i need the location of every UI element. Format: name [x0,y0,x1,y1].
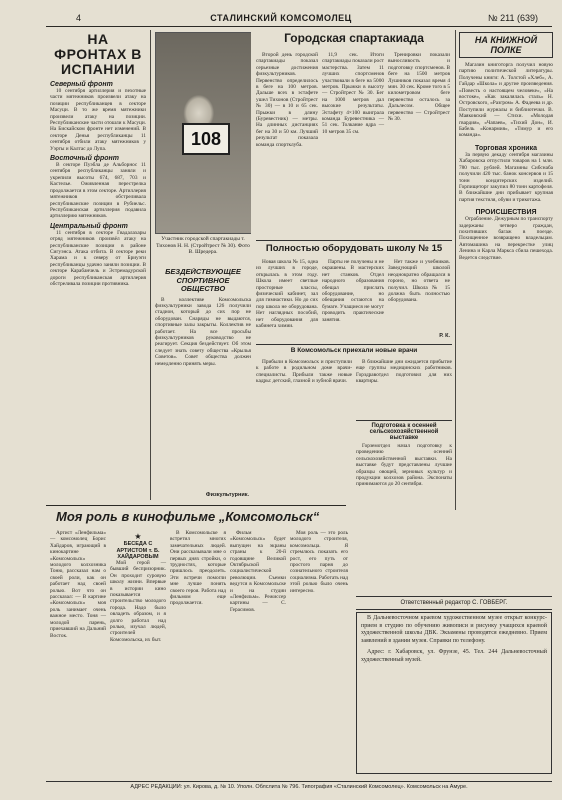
star-icon: ★ [134,532,142,541]
film-col-1: Артист «Ленфильма» — комсомолец Борис Хайдаров, играющий в кинокартине «Комсомольск» молодого колхозника Тоню, рассказал нам о своей роли, как он работает над своей ролью. Вот что он рассказал: — В картине «Комсомольск» моя роль занимает очень важное место. Тоня — молодой парень, приехавший на Дальний Восток. [50,530,106,639]
doctors-col-2: В ближайшие дни ожидается прибытие еще группы медицинских работников. Горздравотдел подготовил для них квартиры. [356,359,452,385]
editor-name: Ответственный редактор С. ГОВБЕРГ. [400,600,508,606]
footer-address: АДРЕС РЕДАКЦИИ: ул. Кирова, д. № 10. Уполн. Облслита № 796. Типография «Сталинский Комсомолец». Комсомольск на Амуре. [46,781,552,792]
sport-society-article [155,268,251,500]
interview-heading-box [110,532,166,561]
art-school-notice [356,612,552,774]
column-rule [455,30,456,510]
school-col-2: Парты не получены и не окрашены. В мастерских нет станков. Отдел народного образования обещал прислать оборудование, но обещания остаются на бумаге. Учащиеся не могут проводить практические занятия. [322,259,384,323]
film-title: Моя роль в кинофильме „Комсомольск“ [56,510,320,524]
newspaper-name: СТАЛИНСКИЙ КОМСОМОЛЕЦ [210,13,352,23]
page-number: 4 [76,13,82,23]
art-school-text: В Дальневосточном краевом художественном музее открыт конкурс-прием в студию по обучению живописи и рисунку учащихся краевой художественной школы ДВК. Экзамены проводятся ежедневно. Прием заявлений в здании музея. Справки по телефону. [361,615,547,644]
book-shelf-text: Магазин книготорга получил новую партию политической литературы. Получены книги: А. Толстой «Хлеб», А. Гайдар «Школа» и другие произведения. «Повесть о настоящем человеке», «На востоке», «Как закалялась сталь» Н. Островского, «Разгром» А. Фадеева и др. Поступили журналы и библиотечки. В. Маяковский — Стихи. «Молодая гвардия», «Чапаев», «Тихий Дон», И. Бабель «Конармия», «Тимур и его команда». [459,62,553,139]
spain-title: НА ФРОНТАХ В ИСПАНИИ [54,32,142,77]
exhibition-text: Горземотдел начал подготовку к проведению осенней сельскохозяйственной выставки. На выставке будут представлены лучшие образцы овощей, зерновых культур и продукции колхозов района. Экспонаты принимаются до 20 сентября. [356,443,452,488]
exhibition-article [356,420,452,511]
school-signature: Р. К. [439,333,450,339]
doctors-col-1: Прибыли в Комсомольск и приступили к работе в родильном доме врачи-специалисты. Прибыли также новые кадры: детский, глазной и зубной врачи. [256,359,352,385]
east-front-heading: Восточный фронт [50,155,119,163]
north-front-text: 10 сентября артиллерия и пехотные части мятежников произвели атаку на позиции республиканцев в секторе Масуци. В то же время мятежники произвели атаку на позиции. Республиканские части отошли к Масуци. На Бискайском фронте нет изменений. В секторе Денья республиканцы 11 сентября отбили атаку мятежников у Уэрты и Калтас до Лупа. [50,88,146,152]
spartakiad-col-1: Второй день городской спартакиады показал серьезные достижения физкультурников. Первенство определилось в беге на 100 метров. Дальше всех в эстафете ушел Тихонов (Стройтрест № 30) — в 10 и 65 сек. Прыжки в длину (Буревестник) — метры. На длинных дистанциях бег на 30 и 50 км. Лучший результат показала команда спортклуба. [256,52,318,148]
column-rule [150,30,151,500]
east-front-text: В секторе Пуэбла де Альборнос 11 сентября республиканцы заняли и укрепили высоты 674, 687, 703 и Кастелье. Оживленная перестрелка продолжается в этом секторе. Артиллерия мятежников обстреливала республиканские позиции в Рубиельс. Республиканская артиллерия подавила артиллерию мятежников. [50,162,146,220]
film-col-4: Фильм «Комсомольск» будет выпущен на экраны страны к 20-й годовщине Великой Октябрьской социалистической революции. Съемки ведутся в Комсомольске и на студии «Ленфильм». Режиссер картины — С. Герасимов. [230,530,286,613]
sport-society-title: БЕЗДЕЙСТВУЮЩЕЕ СПОРТИВНОЕ ОБЩЕСТВО [165,268,241,293]
north-front-heading: Северный фронт [50,81,113,88]
trade-chronicle-heading: Торговая хроника [475,144,537,152]
film-col-3: В Комсомольске я встретил многих замечательных людей. Они рассказывали мне о первых днях стройки, о трудностях, которые пришлось преодолеть. Эти встречи помогли мне лучше понять своего героя. Работа над фильмом еще продолжается. [170,530,226,607]
art-school-address: Адрес: г. Хабаровск, ул. Фрунзе, 45. Тел. 244 Дальневосточный художественный музей. [361,649,547,663]
school-article [256,240,452,341]
film-col-2: Мой герой — бывший беспризорник. Он проходит суровую школу жизни. Впервые в истории кино показывается строительство молодого города. Надо было овладеть образом, и я долго работал над ролью, изучал людей, строителей Комсомольска, их быт. [110,560,166,643]
school-col-3: Нет также и учебников. Заведующий школой неоднократно обращался в гороно, но ответа не получил. Школа № 15 должна быть полностью оборудована. [388,259,450,304]
sport-society-text: В коллективе Комсомольска физкультурники завода 126 получили стадион, который до сих пор не оборудован. Снаряды не выдаются, спортивные залы закрыты. Коллектив не работает. На все просьбы физкультурников руководство не реагирует. Секция бездействует. Об этом следует знать совету общества «Крылья Советов». Совет общества должен немедленно принять меры. [155,296,251,367]
interview-heading: БЕСЕДА С АРТИСТОМ т. Б. ХАЙДАРОВЫМ [116,541,160,560]
athlete-photo [155,32,251,234]
spartakiad-title: Городская спартакиада [284,32,424,45]
school-title: Полностью оборудовать школу № 15 [265,243,443,254]
school-col-1: Новая школа № 15, одна из лучших в городе, открылась в этом году. Школа имеет светлые просторные классы, физический кабинет, зал для гимнастики. Но до сих пор школа не оборудована. Нет наглядных пособий, нет оборудования для кабинета химии. [256,259,318,330]
issue-number: № 211 (639) [487,13,538,23]
film-article [50,510,350,780]
film-top-rule [46,505,346,506]
spain-article [50,32,146,500]
spartakiad-photo-block [155,32,251,264]
center-front-text: 11 сентября в секторе Гвадалахары отряд мятежников произвёл атаку на республиканские позиции в районе Сигуэнса. Атака отбита. В секторе реки Харама и к северу от Бриуэги республиканцы удачно заняли позиции. В секторе Карабанчель и Эстремадурской дороги республиканская артиллерия обстреливала позиции противника. [50,229,146,287]
right-column [459,32,553,512]
exhibition-title: Подготовка к осенней сельскохозяйственной выставке [369,423,439,441]
trade-chronicle-text: За первую декаду сентября магазины Хабаровска отпустили товаров на 1 млн. 780 тыс. рублей. Магазины Сибснаба получили 420 тыс. банок консервов и 15 тонн кондитерских изделий. Горпищеторг закупил 80 тонн картофеля. В ближайшие дни прибывает крупная партия текстиля, обуви и трикотажа. [459,151,553,203]
spartakiad-article [256,32,452,232]
doctors-article [256,344,452,420]
header-rule [46,26,552,27]
incidents-text: Ограбление. Дежурным по транспорту задержаны четверо граждан, похитивших багаж в поезде. Похищенное возвращено владельцам. Автомашина на перекрестке улиц Ленина и Карла Маркса сбила пешехода. Ведется следствие. [459,216,553,261]
film-col-5: Моя роль — это роль молодого строителя, комсомольца. Я стремлюсь показать его рост, его путь от простого парня до сознательного строителя социализма. Работать над этой ролью было очень интересно. [290,530,348,594]
editor-line [356,596,552,610]
book-shelf-title: НА КНИЖНОЙ ПОЛКЕ [459,32,553,58]
masthead [10,10,552,26]
incidents-heading: ПРОИСШЕСТВИЯ [475,209,537,217]
sport-society-signature: Физкультурник. [205,492,249,498]
spartakiad-col-2: 11,9 сек. Итоги спартакиады показали рост мастерства. Затем 11 лучших спортсменов участвовали в беге на 5000 метров. Прыжки в высоту — Стройтрест № 30. Бег на 1000 метров дал высокие результаты. Эстафету 4×100 выиграла команда Буревестника — 51 сек. Толкание ядра — 10 метров 35 см. [322,52,384,135]
doctors-title: В Комсомольск приехали новые врачи [290,347,418,354]
race-number: 108 [182,123,230,155]
photo-caption: Участник городской спартакиады т. Тихонов Н. Н. (Стройтрест № 30). Фото В. Шредера. [156,236,250,255]
spartakiad-col-3: Тренировки показали выносливость и подготовку спортсменов. В беге на 1500 метров Лушников показал время 4 мин. 30 сек. Кроме того в 5 километровом беге первенство осталось за Дальлесом. Общее первенство — Стройтрест № 30. [388,52,450,123]
center-front-heading: Центральный фронт [50,222,128,230]
